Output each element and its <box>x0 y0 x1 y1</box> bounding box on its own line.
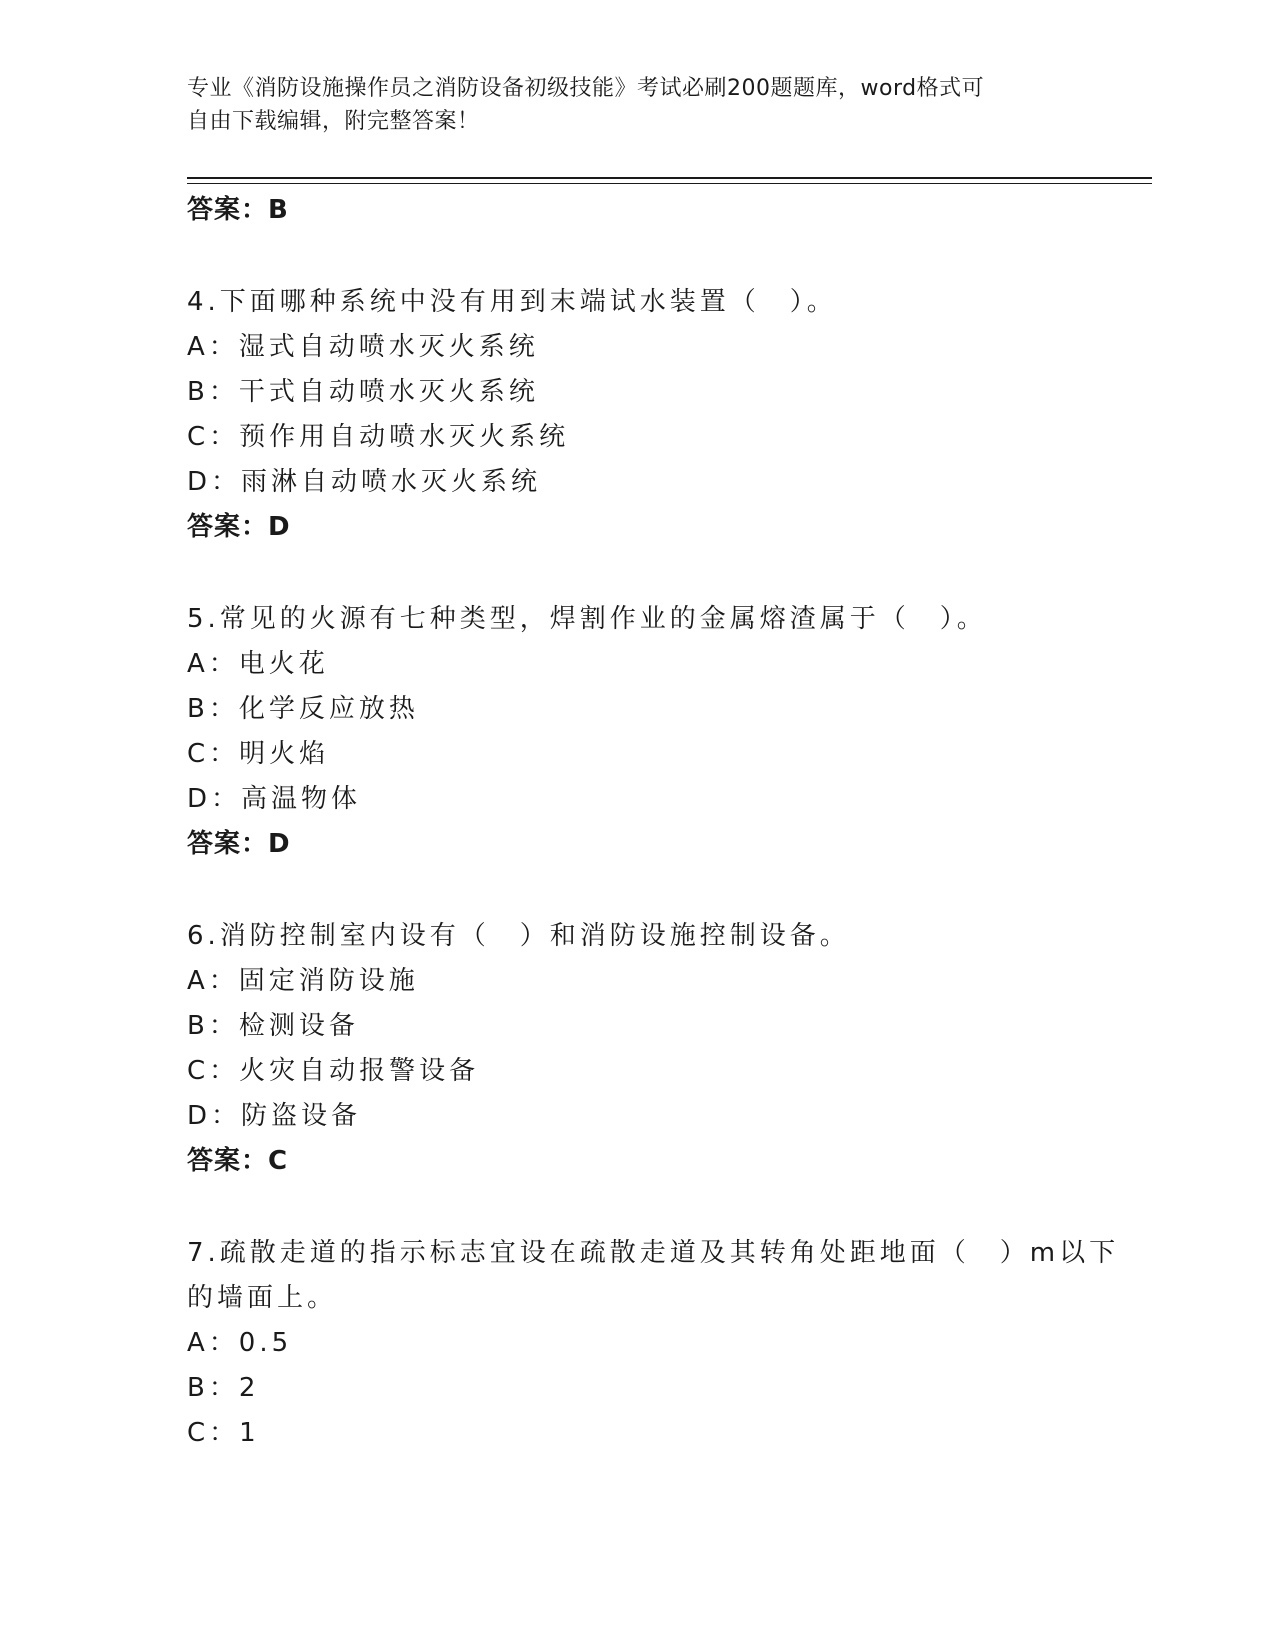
document-header <box>187 72 1067 138</box>
option-c: C：预作用自动喷水灭火系统 <box>187 422 570 452</box>
question-5 <box>187 597 1087 867</box>
option-d: D：高温物体 <box>187 784 362 814</box>
question-stem: 6.消防控制室内设有（ ）和消防设施控制设备。 <box>187 921 850 951</box>
answer: 答案：D <box>187 512 291 542</box>
question-stem: 4.下面哪种系统中没有用到末端试水装置（ ）。 <box>187 287 837 317</box>
question-6 <box>187 914 1087 1184</box>
answer-q3: 答案：B <box>187 195 289 225</box>
answer: 答案：D <box>187 829 291 859</box>
question-stem-line-1: 7.疏散走道的指示标志宜设在疏散走道及其转角处距地面（ ）m以下 <box>187 1238 1120 1268</box>
header-line-2: 自由下载编辑，附完整答案！ <box>187 109 480 134</box>
answer: 答案：C <box>187 1146 289 1176</box>
option-c: C：明火焰 <box>187 739 330 769</box>
option-a: A：0.5 <box>187 1328 293 1358</box>
option-b: B：2 <box>187 1373 260 1403</box>
question-7 <box>187 1231 1120 1456</box>
option-a: A：电火花 <box>187 649 329 679</box>
option-a: A：固定消防设施 <box>187 966 419 996</box>
header-line-1: 专业《消防设施操作员之消防设备初级技能》考试必刷200题题库，word格式可 <box>187 76 985 101</box>
question-stem-line-2: 的墙面上。 <box>187 1283 338 1313</box>
option-b: B：化学反应放热 <box>187 694 419 724</box>
question-4 <box>187 280 1087 550</box>
question-list <box>187 188 1120 1456</box>
option-b: B：检测设备 <box>187 1011 359 1041</box>
option-d: D：防盗设备 <box>187 1101 362 1131</box>
option-c: C：火灾自动报警设备 <box>187 1056 480 1086</box>
question-stem: 5.常见的火源有七种类型，焊割作业的金属熔渣属于（ ）。 <box>187 604 987 634</box>
header-divider-thin <box>187 183 1152 184</box>
header-divider-thick <box>187 177 1152 179</box>
option-d: D：雨淋自动喷水灭火系统 <box>187 467 542 497</box>
option-c: C：1 <box>187 1418 260 1448</box>
option-b: B：干式自动喷水灭火系统 <box>187 377 539 407</box>
option-a: A：湿式自动喷水灭火系统 <box>187 332 539 362</box>
